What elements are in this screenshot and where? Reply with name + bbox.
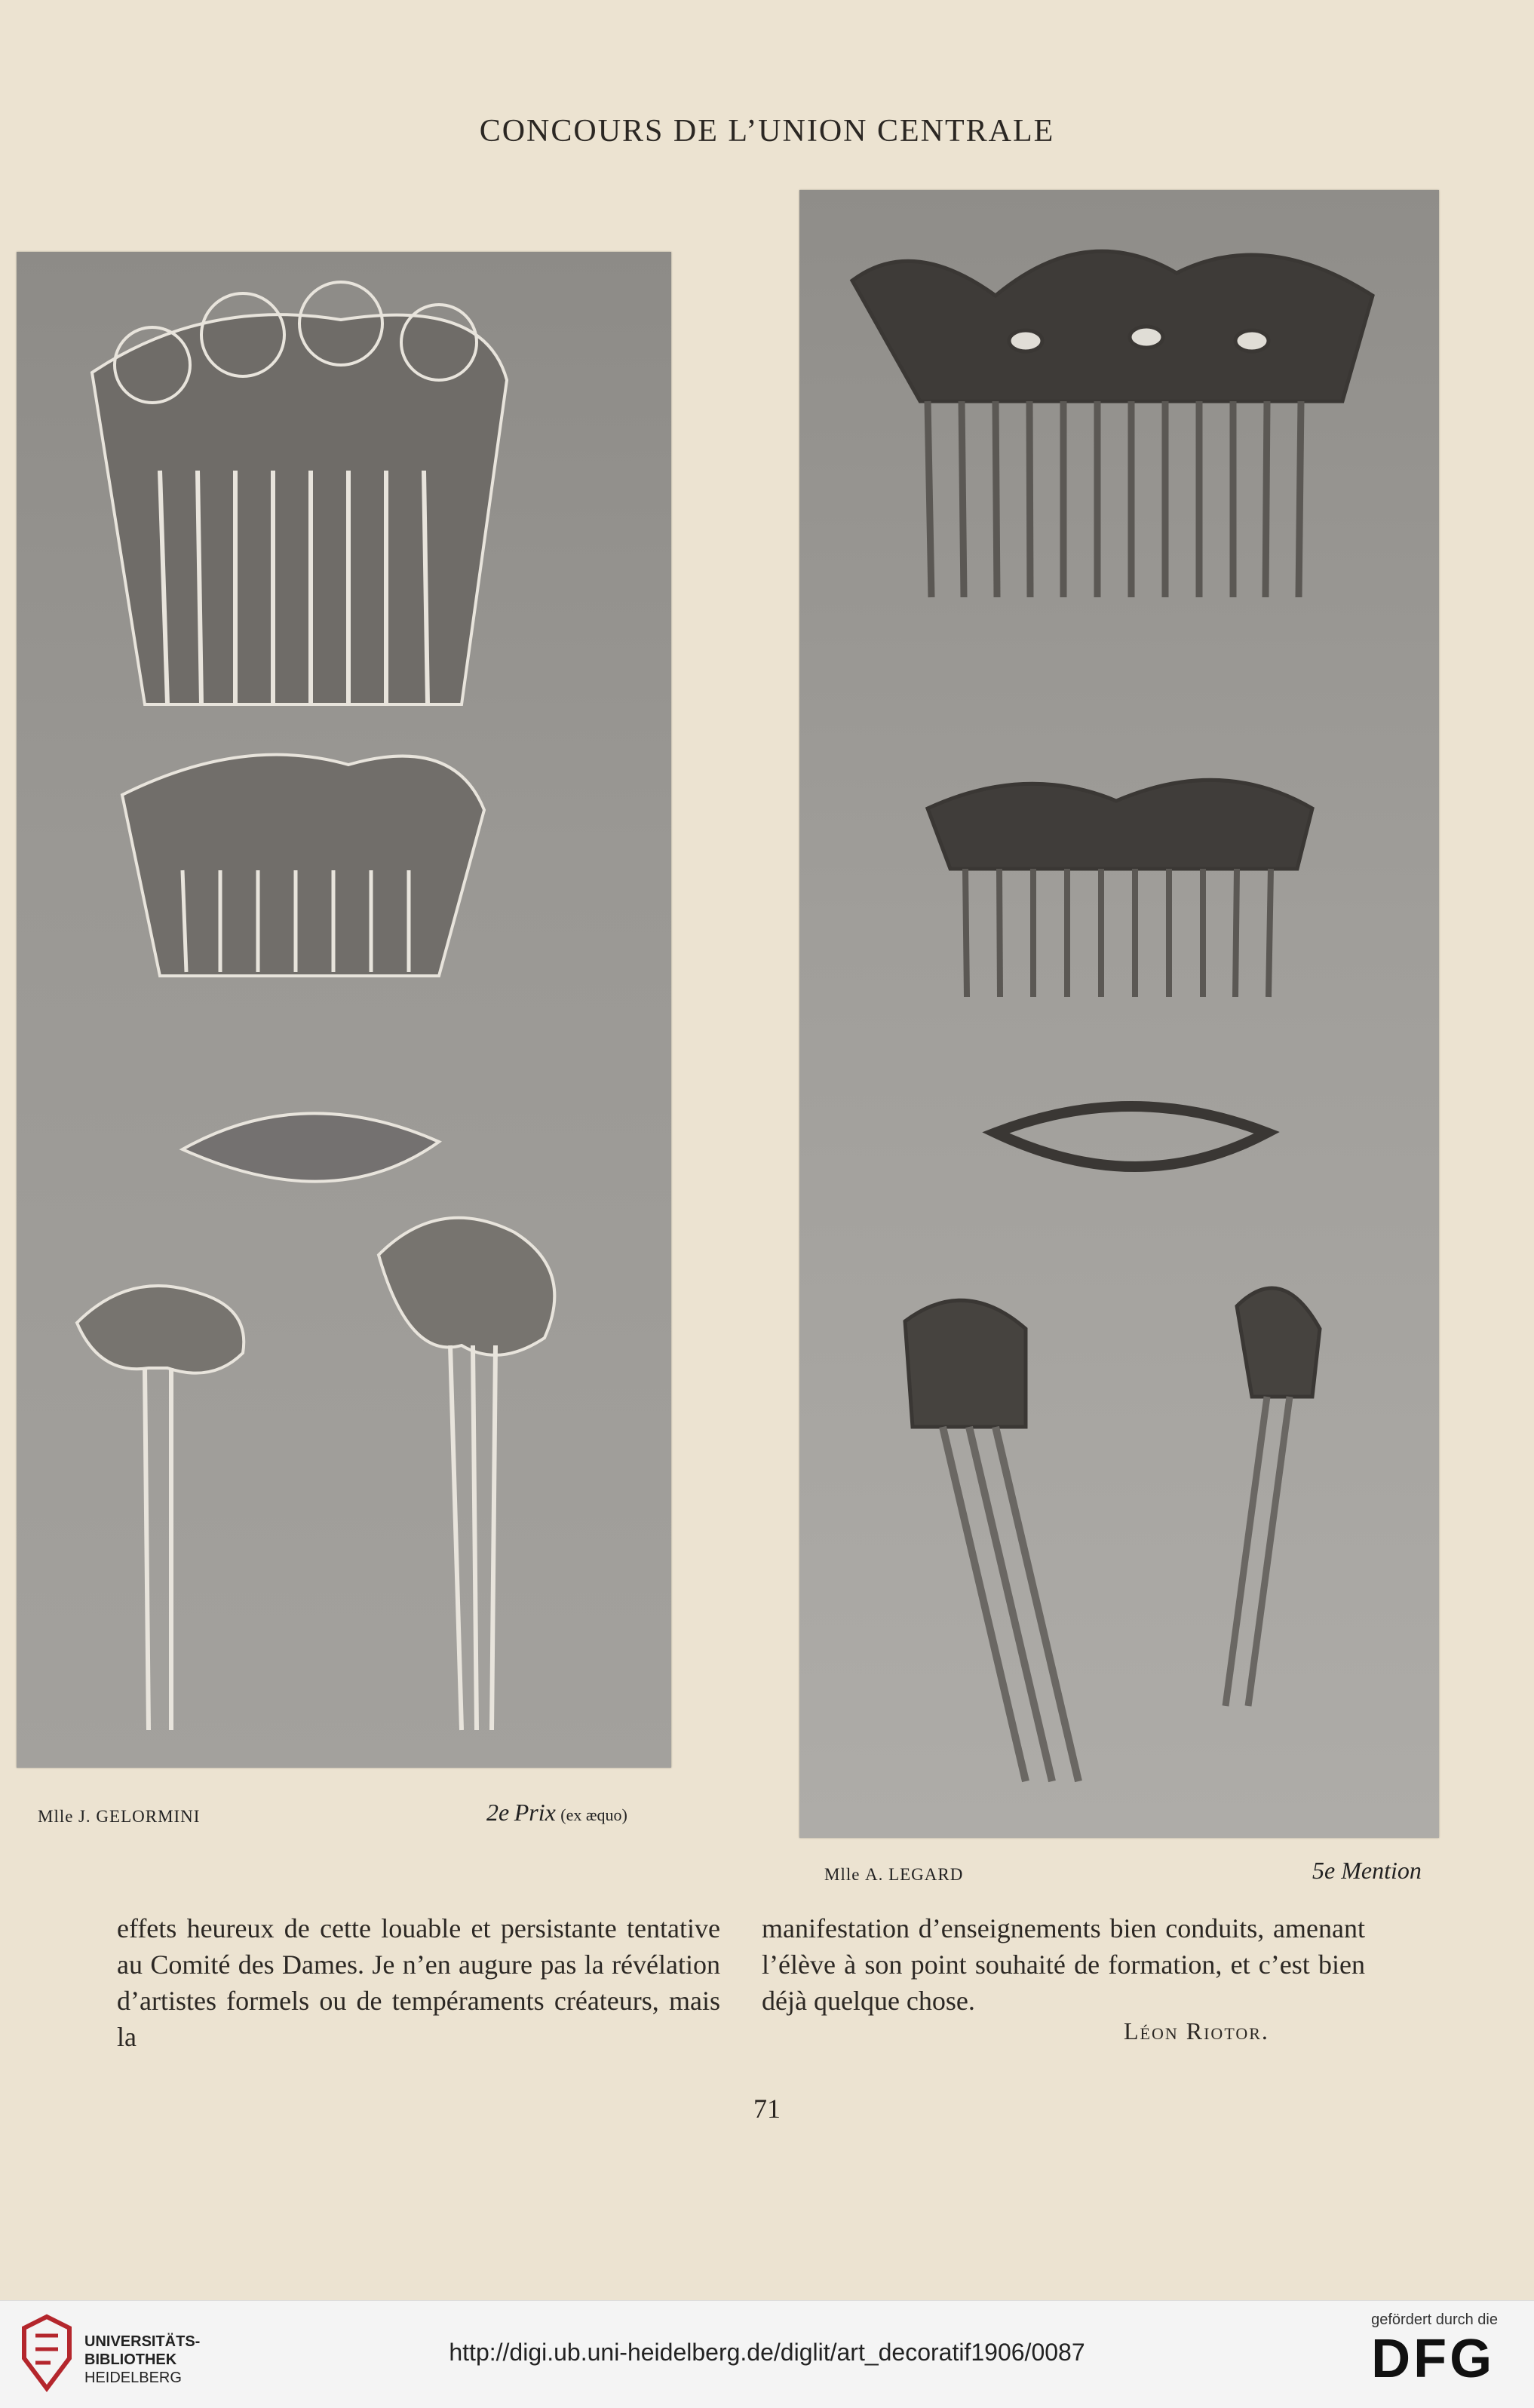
caption-legard-award-label: 5e Mention <box>1312 1857 1422 1884</box>
gelormini-combs-illustration <box>17 252 671 1768</box>
page-number: 71 <box>753 2094 781 2124</box>
plate-gelormini-combs <box>17 252 671 1768</box>
caption-gelormini-prize-label: Prix <box>514 1799 556 1826</box>
dfg-logo: DFG <box>1371 2329 1496 2389</box>
caption-gelormini-name <box>38 1805 200 1827</box>
plate-legard-combs <box>799 190 1439 1838</box>
caption-gelormini-prize <box>486 1799 627 1827</box>
digitization-footer <box>0 2300 1534 2408</box>
library-name-line-1: UNIVERSITÄTS- <box>84 2333 201 2350</box>
caption-gelormini-note: (ex æquo) <box>560 1805 627 1824</box>
funder-note: gefördert durch die <box>1371 2311 1498 2328</box>
caption-legard-prefix: Mlle <box>824 1865 861 1884</box>
caption-gelormini-artist: J. GELORMINI <box>78 1807 201 1826</box>
legard-combs-illustration <box>799 190 1439 1838</box>
library-name-line-2: BIBLIOTHEK <box>84 2351 177 2368</box>
caption-legard-artist: A. LEGARD <box>864 1865 964 1884</box>
running-head: CONCOURS DE L’UNION CENTRALE <box>479 114 1055 149</box>
source-url-link[interactable]: http://digi.ub.uni-heidelberg.de/diglit/art_decoratif1906/0087 <box>449 2339 1085 2366</box>
library-name-line-3: HEIDELBERG <box>84 2370 182 2386</box>
author-signature: Léon Riotor. <box>1124 2017 1269 2044</box>
body-text-right-column: manifestation d’enseignements bien conduits, amenant l’élève à son point souhaité de formation, et c’est bien déjà quelque chose. <box>762 1913 1365 2016</box>
caption-legard-name <box>824 1863 963 1885</box>
caption-gelormini-prize-number: 2e <box>486 1799 510 1826</box>
body-text-left-column: effets heureux de cette louable et persistante tentative au Comité des Dames. Je n’en augure pas la révélation d’artistes formels ou de tempéraments créateurs, mais la <box>117 1913 720 2052</box>
funder-block <box>1371 2311 1498 2389</box>
caption-legard-award <box>1312 1857 1422 1885</box>
caption-gelormini-prefix: Mlle <box>38 1807 74 1826</box>
